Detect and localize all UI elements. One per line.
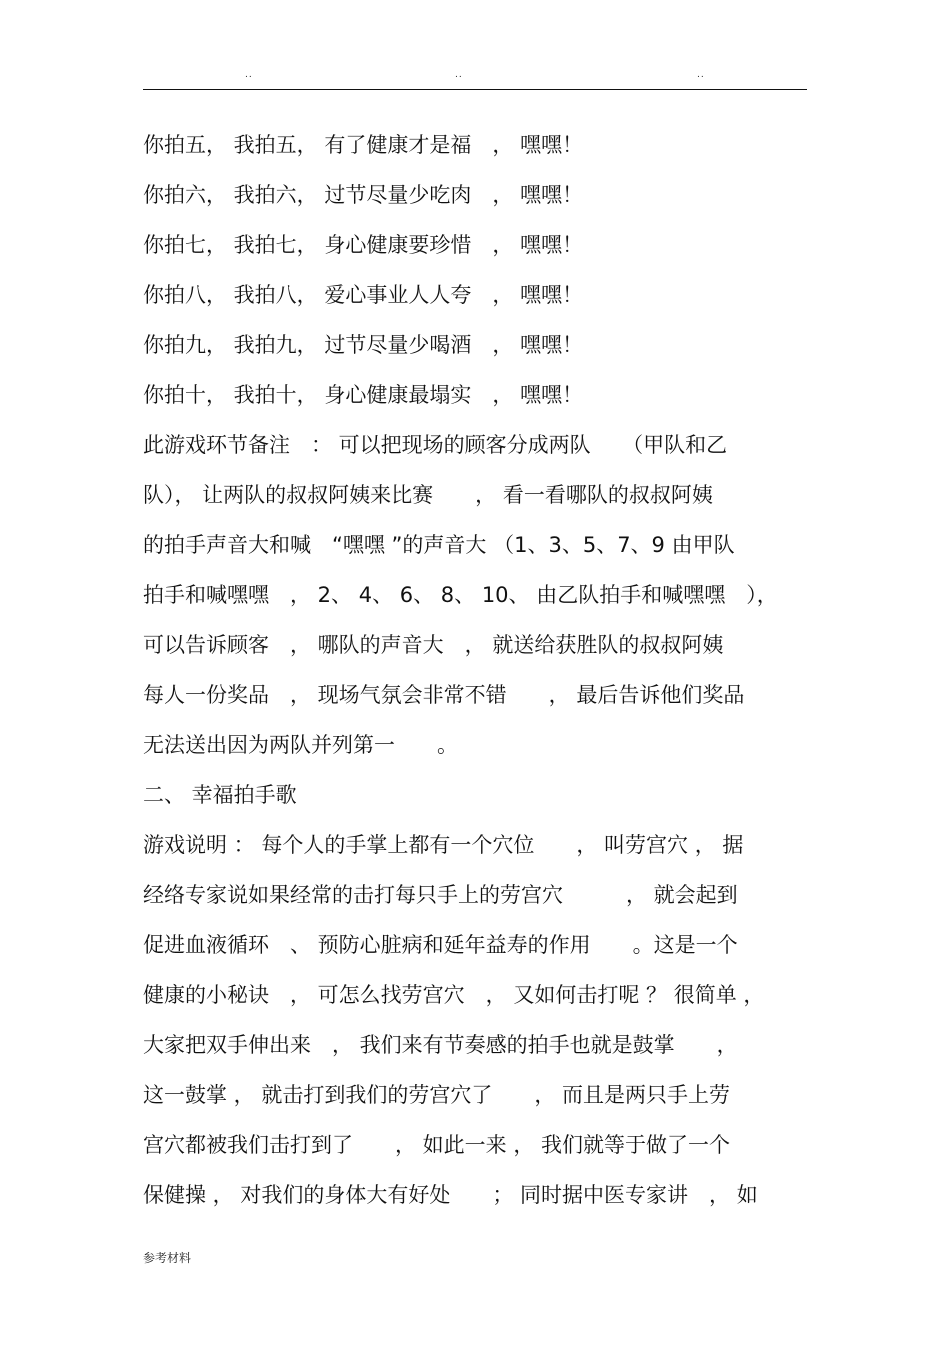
header-mark: .. (697, 70, 705, 80)
text-line: 大家把双手伸出来 ， 我们来有节奏感的拍手也就是鼓掌 ， (143, 1033, 738, 1057)
header-mark: .. (455, 70, 463, 80)
text-line: 这一鼓掌 ， 就击打到我们的劳宫穴了 ， 而且是两只手上劳 (143, 1083, 731, 1107)
text-line: 你拍九， 我拍九， 过节尽量少喝酒 ， 嘿嘿！ (143, 333, 584, 357)
text-line: 拍手和喊嘿嘿 ， 2、 4、 6、 8、 10、 由乙队拍手和喊嘿嘿 ）， (143, 583, 778, 607)
text-line: 促进血液循环 、 预防心脏病和延年益寿的作用 。这是一个 (143, 933, 738, 957)
text-line: 保健操 ， 对我们的身体大有好处 ； 同时据中医专家讲 ， 如 (143, 1183, 758, 1207)
text-line: 此游戏环节备注 ： 可以把现场的顾客分成两队 （甲队和乙 (143, 433, 728, 457)
text-line: 经络专家说如果经常的击打每只手上的劳宫穴 ， 就会起到 (143, 883, 738, 907)
text-line: 游戏说明 ： 每个人的手掌上都有一个穴位 ， 叫劳宫穴 ， 据 (143, 833, 744, 857)
text-line: 你拍八， 我拍八， 爱心事业人人夸 ， 嘿嘿！ (143, 283, 584, 307)
text-line: 你拍七， 我拍七， 身心健康要珍惜 ， 嘿嘿！ (143, 233, 584, 257)
header-rule (143, 89, 807, 90)
section-heading: 二、 幸福拍手歌 (143, 783, 297, 807)
text-line: 你拍十， 我拍十， 身心健康最塌实 ， 嘿嘿！ (143, 383, 584, 407)
footer-note: 参考材料 (143, 1251, 192, 1265)
text-line: 你拍五， 我拍五， 有了健康才是福 ， 嘿嘿！ (143, 133, 584, 157)
text-line: 健康的小秘诀 ， 可怎么找劳宫穴 ， 又如何击打呢 ？ 很简单 ， (143, 983, 765, 1007)
page-header (0, 70, 950, 90)
text-line: 每人一份奖品 ， 现场气氛会非常不错 ， 最后告诉他们奖品 (143, 683, 745, 707)
header-mark: .. (245, 70, 253, 80)
text-line: 可以告诉顾客 ， 哪队的声音大 ， 就送给获胜队的叔叔阿姨 (143, 633, 724, 657)
text-line: 你拍六， 我拍六， 过节尽量少吃肉 ， 嘿嘿！ (143, 183, 584, 207)
text-line: 队）， 让两队的叔叔阿姨来比赛 ， 看一看哪队的叔叔阿姨 (143, 483, 713, 507)
text-line: 无法送出因为两队并列第一 。 (143, 733, 458, 757)
text-line: 宫穴都被我们击打到了 ， 如此一来 ， 我们就等于做了一个 (143, 1133, 731, 1157)
document-body (143, 120, 823, 1220)
text-line: 的拍手声音大和喊 “嘿嘿 ”的声音大 （1、3、5、7、9 由甲队 (143, 533, 735, 557)
